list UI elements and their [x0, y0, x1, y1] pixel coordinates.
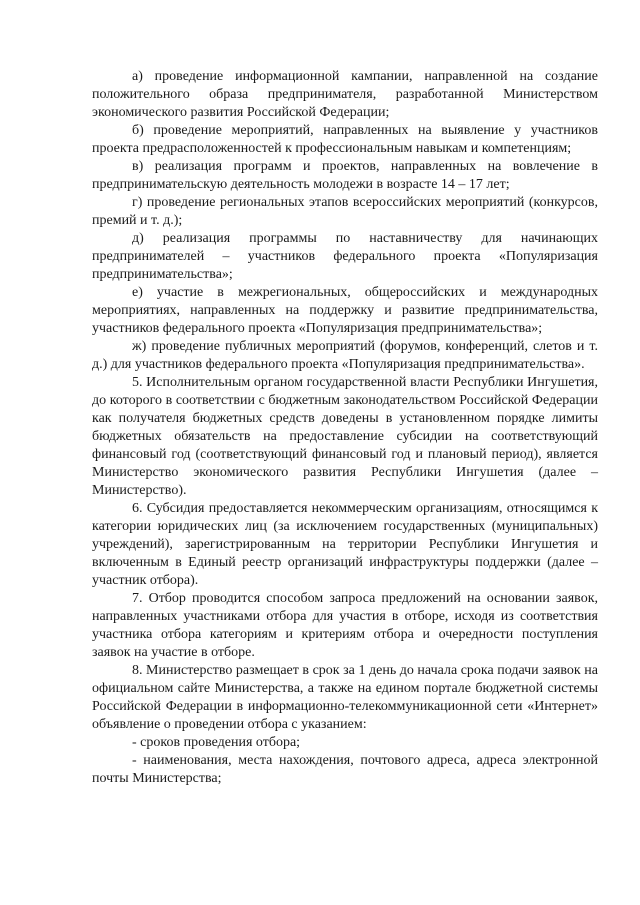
- paragraph-item-e: е) участие в межрегиональных, общероссийских и международных мероприятиях, направленных на поддержку и развитие предпринимательства, участников федерального проекта «Популяризация предпринимательства»;: [92, 285, 598, 336]
- paragraph-item-g: г) проведение региональных этапов всероссийских мероприятий (конкурсов, премий и т. д.);: [92, 195, 598, 228]
- paragraph-item-zh: ж) проведение публичных мероприятий (форумов, конференций, слетов и т. д.) для участников федерального проекта «Популяризация предпринимательства».: [92, 339, 598, 372]
- paragraph-dash-item-1: - сроков проведения отбора;: [132, 735, 301, 750]
- paragraph-item-v: в) реализация программ и проектов, направленных на вовлечение в предпринимательскую деятельность молодежи в возрасте 14 – 17 лет;: [92, 159, 598, 192]
- paragraph-point-8: 8. Министерство размещает в срок за 1 день до начала срока подачи заявок на официальном сайте Министерства, а также на едином портале бюджетной системы Российской Федерации в информационно-телекоммуникационной сети «Интернет» объявление о проведении отбора с указанием:: [92, 663, 598, 732]
- paragraph-point-6: 6. Субсидия предоставляется некоммерческим организациям, относящимся к категории юридических лиц (за исключением государственных (муниципальных) учреждений), зарегистрированным на территории Республики Ингушетия и включенным в Единый реестр организаций инфраструктуры поддержки (далее – участник отбора).: [92, 501, 598, 588]
- paragraph-point-5: 5. Исполнительным органом государственной власти Республики Ингушетия, до которого в соответствии с бюджетным законодательством Российской Федерации как получателя бюджетных средств доведены в установленном порядке лимиты бюджетных обязательств на предоставление субсидии на соответствующий финансовый год (соответствующий финансовый год и плановый период), является Министерство экономического развития Республики Ингушетия (далее – Министерство).: [92, 375, 598, 498]
- paragraph-point-7: 7. Отбор проводится способом запроса предложений на основании заявок, направленных участниками отбора для участия в отборе, исходя из соответствия участника отбора категориям и критериям отбора и очередности поступления заявок на участие в отборе.: [92, 591, 598, 660]
- paragraph-dash-item-2: - наименования, места нахождения, почтового адреса, адреса электронной почты Министерства;: [92, 753, 598, 786]
- paragraph-item-b: б) проведение мероприятий, направленных на выявление у участников проекта предрасположенностей к профессиональным навыкам и компетенциям;: [92, 123, 598, 156]
- paragraph-item-d: д) реализация программы по наставничеству для начинающих предпринимателей – участников федерального проекта «Популяризация предпринимательства»;: [92, 231, 598, 282]
- paragraph-item-a: а) проведение информационной кампании, направленной на создание положительного образа предпринимателя, разработанной Министерством экономического развития Российской Федерации;: [92, 69, 598, 120]
